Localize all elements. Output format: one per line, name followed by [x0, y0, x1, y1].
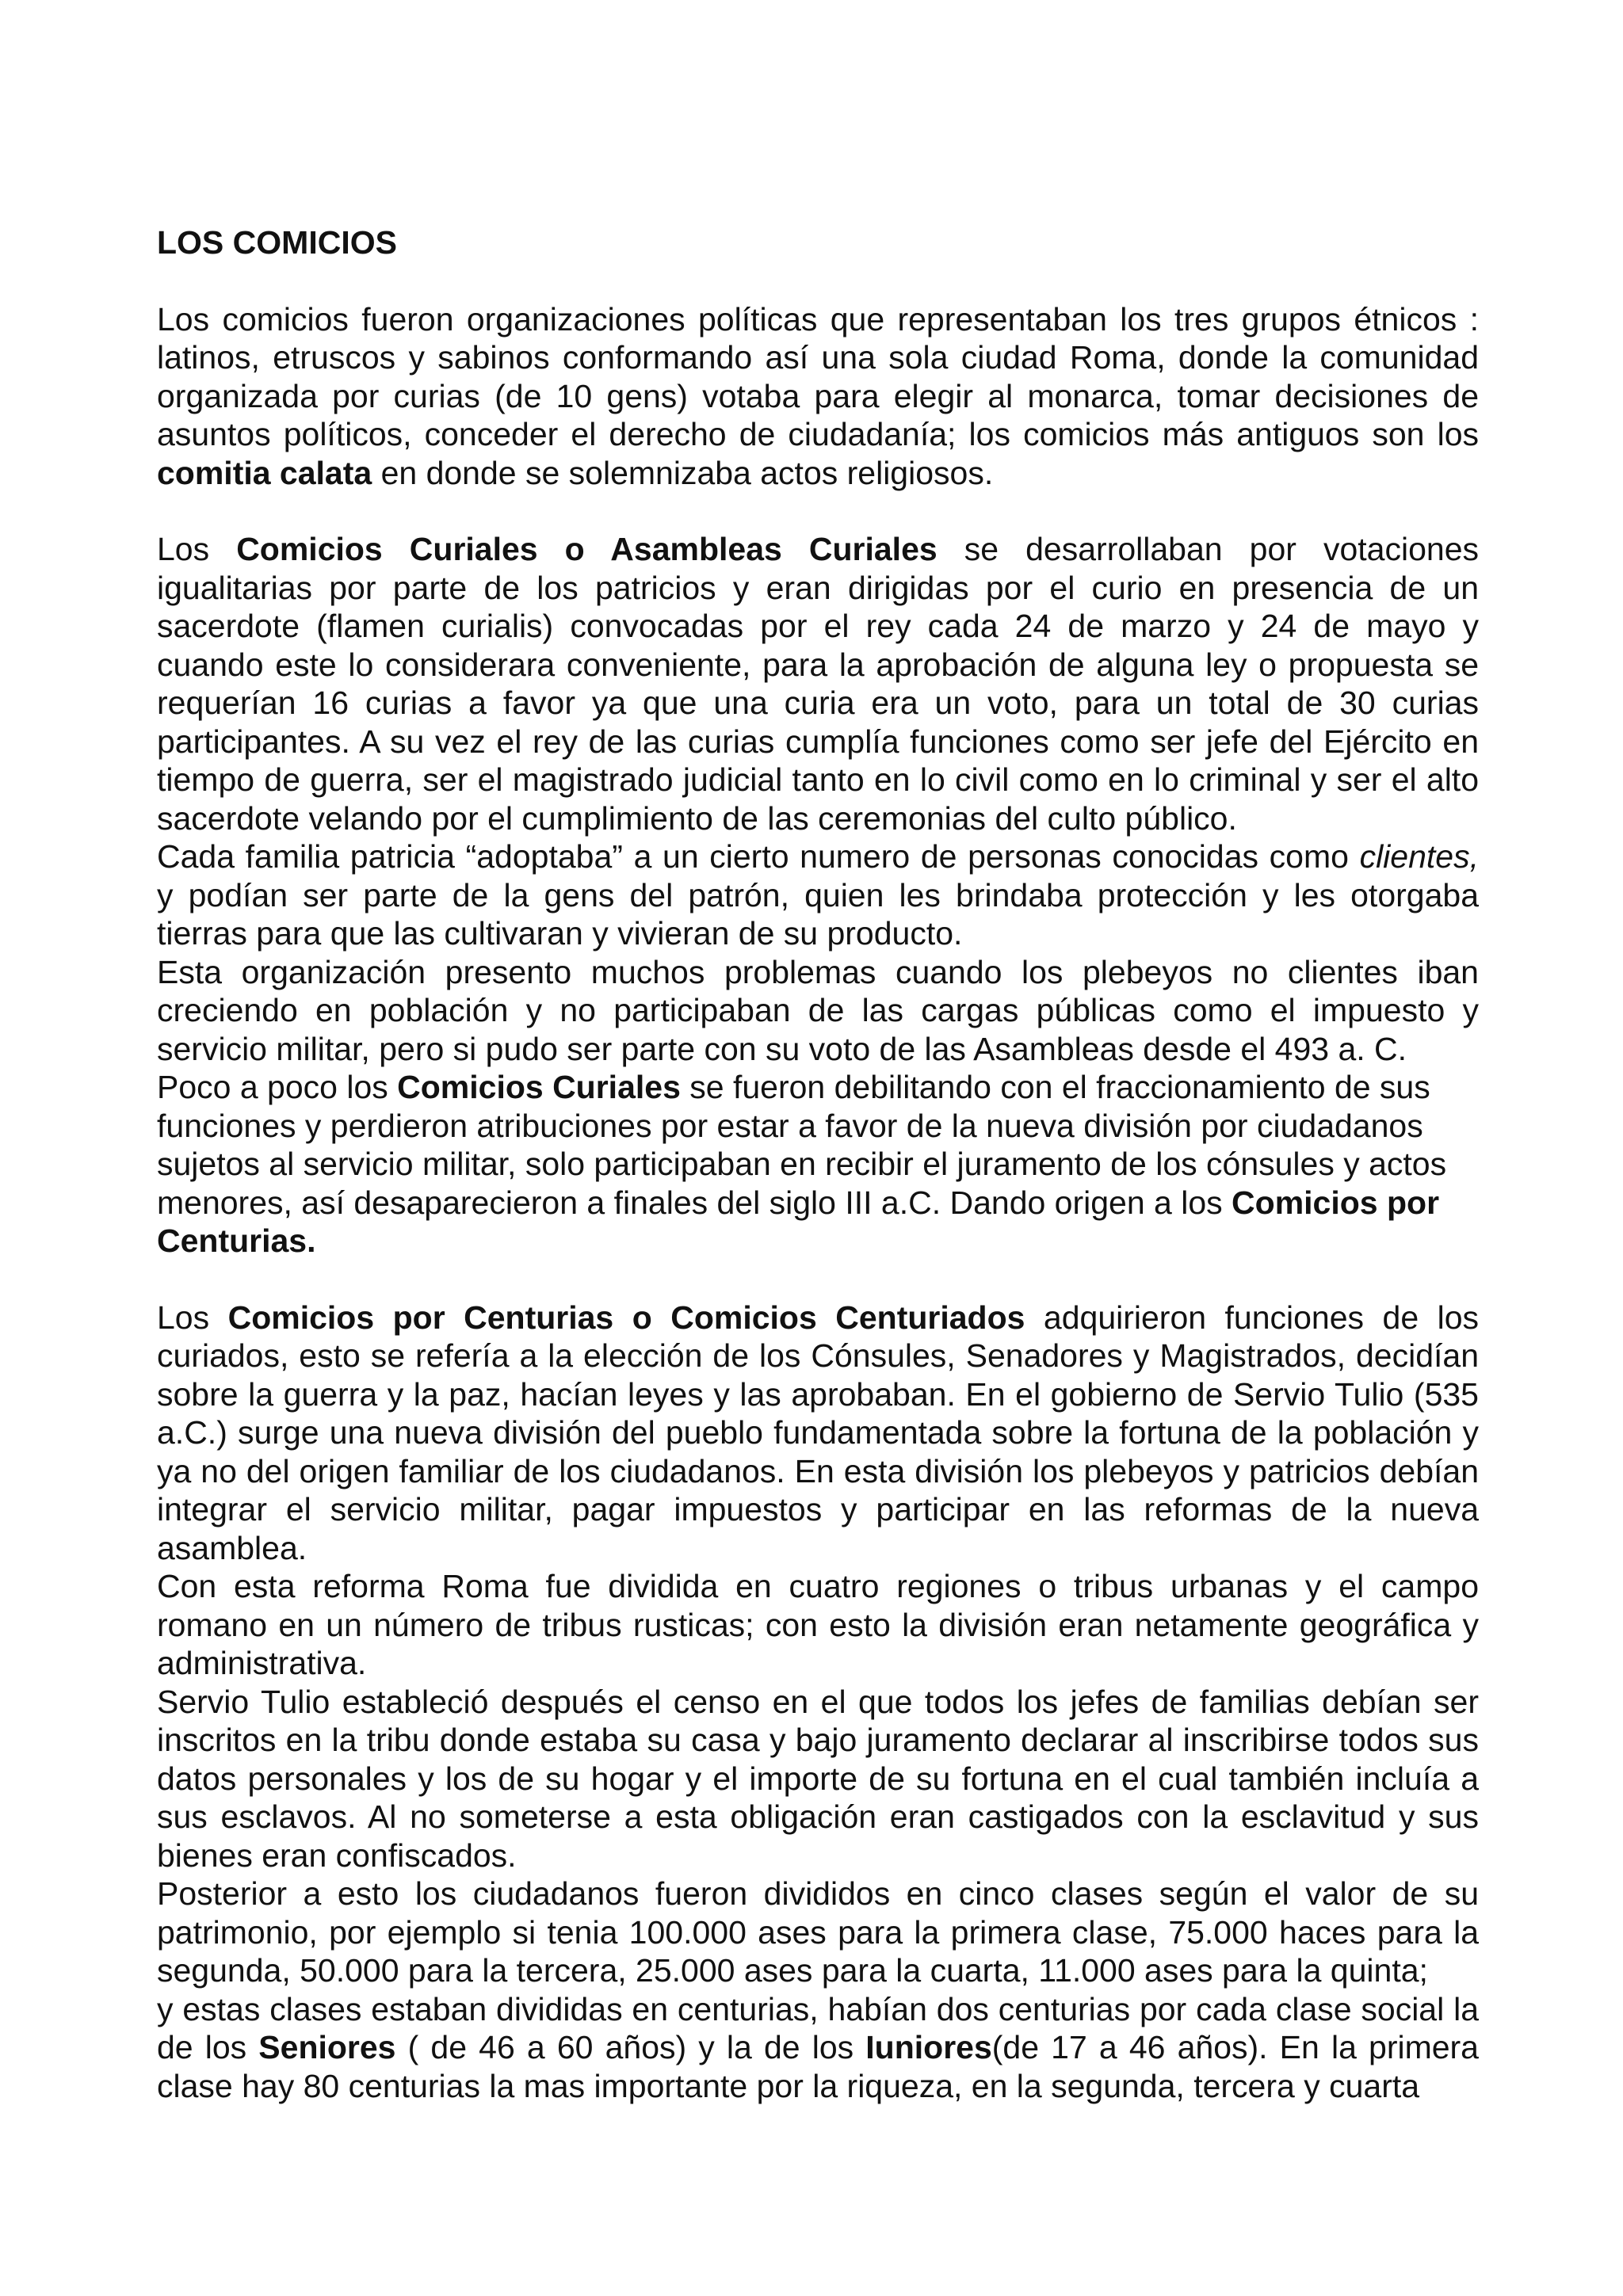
text-run: Cada familia patricia “adoptaba” a un cierto numero de personas conocidas como — [157, 838, 1360, 875]
text-run: y estas clases estaban divididas en centurias, habían dos centurias por cada clase social la de los — [157, 1990, 1479, 2065]
paragraph-clases: Posterior a esto los ciudadanos fueron divididos en cinco clases según el valor de su patrimonio, por ejemplo si tenia 100.000 ases para la primera clase, 75.000 haces para la segunda, 50.000 para la tercera, 25.000 ases para la cuarta, 11.000 ases para la quinta; — [157, 1875, 1479, 1989]
bold-term: Comicios por Centurias. — [157, 1184, 1440, 1259]
text-run: Los comicios fueron organizaciones políticas que representaban los tres grupos étnicos : latinos, etruscos y sabinos conformando así una sola ciudad Roma, donde la comunidad organizada por curias (de 10 gens) votaba para elegir al monarca, tomar decisiones de asuntos políticos, conceder el derecho de ciudadanía; los comicios más antiguos son los — [157, 300, 1479, 452]
paragraph-comicios-curiales — [157, 530, 1479, 837]
paragraph-debilitamiento — [157, 1068, 1479, 1261]
text-run: Los — [157, 1299, 228, 1336]
bold-term: Seniores — [258, 2029, 396, 2065]
paragraph-comicios-centuriados — [157, 1299, 1479, 1568]
italic-term: clientes, — [1359, 838, 1479, 875]
text-run: adquirieron funciones de los curiados, esto se refería a la elección de los Cónsules, Senadores y Magistrados, decidían sobre la guerra y la paz, hacían leyes y las aprobaban. En el gobierno de Servio Tulio (535 a.C.) surge una nueva división del pueblo fundamentada sobre la fortuna de la población y ya no del origen familiar de los ciudadanos. En esta división los plebeyos y patricios debían integrar el servicio militar, pagar impuestos y participar en las reformas de la nueva asamblea. — [157, 1299, 1480, 1566]
paragraph-clientes — [157, 837, 1479, 953]
bold-term: Comicios por Centurias o Comicios Centuriados — [227, 1299, 1025, 1336]
bold-term: comitia calata — [157, 454, 372, 491]
document-title: LOS COMICIOS — [157, 224, 397, 261]
text-run: (de 17 a 46 años). En la primera clase hay 80 centurias la mas importante por la riqueza, en la segunda, tercera y cuarta — [157, 2029, 1479, 2104]
text-run: en donde se solemnizaba actos religiosos. — [372, 454, 994, 491]
paragraph-censo: Servio Tulio estableció después el censo en el que todos los jefes de familias debían ser inscritos en la tribu donde estaba su casa y bajo juramento declarar al inscribirse todos sus datos personales y los de su hogar y el importe de su fortuna en el cual también incluía a sus esclavos. Al no someterse a esta obligación eran castigados con la esclavitud y sus bienes eran confiscados. — [157, 1683, 1479, 1874]
paragraph-centurias — [157, 1990, 1479, 2106]
text-run: y podían ser parte de la gens del patrón, quien les brindaba protección y les otorgaba tierras para que las cultivaran y vivieran de su producto. — [157, 876, 1479, 952]
text-run: ( de 46 a 60 años) y la de los — [395, 2029, 866, 2065]
paragraph-reforma: Con esta reforma Roma fue dividida en cuatro regiones o tribus urbanas y el campo romano en un número de tribus rusticas; con esto la división eran netamente geográfica y administrativa. — [157, 1568, 1479, 1681]
paragraph-intro — [157, 300, 1479, 493]
text-run: se fueron debilitando con el fraccionamiento de sus funciones y perdieron atribuciones por estar a favor de la nueva división por ciudadanos sujetos al servicio militar, solo participaban en recibir el juramento de los cónsules y actos menores, así desaparecieron a finales del siglo III a.C. Dando origen a los — [157, 1069, 1447, 1221]
text-run: Los — [157, 531, 237, 567]
text-run: se desarrollaban por votaciones igualitarias por parte de los patricios y eran dirigidas por el curio en presencia de un sacerdote (flamen curialis) convocadas por el rey cada 24 de marzo y 24 de mayo y cuando este lo considerara conveniente, para la aprobación de alguna ley o propuesta se requerían 16 curias a favor ya que una curia era un voto, para un total de 30 curias participantes. A su vez el rey de las curias cumplía funciones como ser jefe del Ejército en tiempo de guerra, ser el magistrado judicial tanto en lo civil como en lo criminal y ser el alto sacerdote velando por el cumplimiento de las ceremonias del culto público. — [157, 531, 1479, 837]
text-run: Poco a poco los — [157, 1069, 398, 1105]
bold-term: Iuniores — [865, 2029, 992, 2065]
document-page — [157, 223, 1479, 2105]
paragraph-plebeyos: Esta organización presento muchos problemas cuando los plebeyos no clientes iban creciendo en población y no participaban de las cargas públicas como el impuesto y servicio militar, pero si pudo ser parte con su voto de las Asambleas desde el 493 a. C. — [157, 953, 1479, 1067]
bold-term: Comicios Curiales — [397, 1069, 681, 1105]
bold-term: Comicios Curiales o Asambleas Curiales — [236, 531, 938, 567]
